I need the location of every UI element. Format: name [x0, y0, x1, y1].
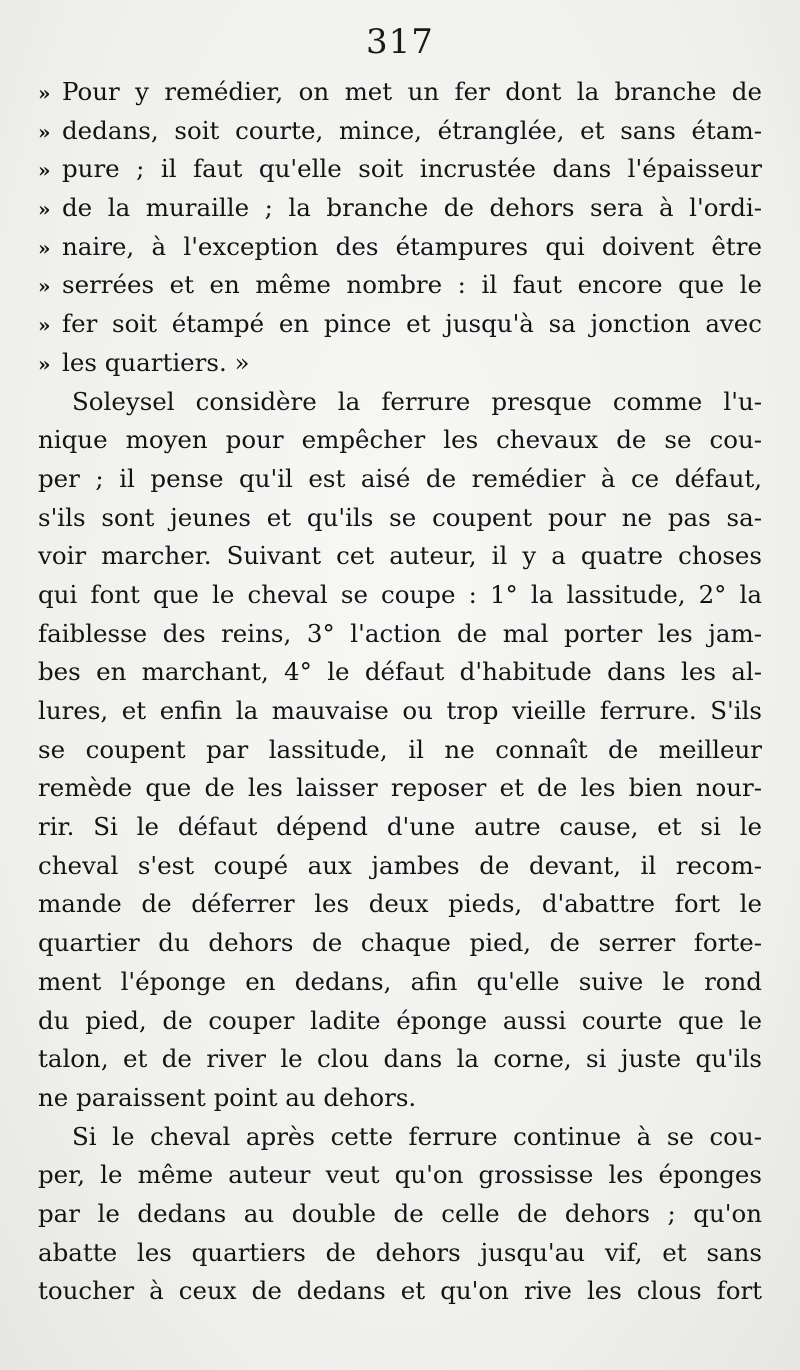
- text-line: voir marcher. Suivant cet auteur, il y a quatre choses: [38, 541, 762, 571]
- text-line: mande de déferrer les deux pieds, d'abattre fort le: [38, 889, 762, 919]
- text-line: du pied, de couper ladite éponge aussi courte que le: [38, 1005, 762, 1035]
- page-number: 317: [366, 22, 434, 62]
- text-line: ment l'éponge en dedans, afin qu'elle suive le rond: [38, 966, 762, 996]
- text-line: cheval s'est coupé aux jambes de devant, il recom-: [38, 850, 762, 880]
- quote-line: » naire, à l'exception des étampures qui doivent être: [38, 228, 762, 267]
- text-line: quartier du dehors de chaque pied, de serrer forte-: [38, 928, 762, 958]
- text-line: abatte les quartiers de dehors jusqu'au vif, et sans: [38, 1237, 762, 1267]
- quote-mark: »: [38, 274, 51, 299]
- page-body: [38, 73, 762, 1311]
- text-line: ne paraissent point au dehors.: [38, 1082, 417, 1112]
- quote-mark: »: [38, 119, 51, 144]
- text-line: rir. Si le défaut dépend d'une autre cause, et si le: [38, 812, 762, 842]
- text-line: Si le cheval après cette ferrure continue à se cou-: [72, 1121, 762, 1151]
- quote-mark: »: [38, 235, 51, 260]
- text-line: talon, et de river le clou dans la corne, si juste qu'ils: [38, 1044, 762, 1074]
- text-line: s'ils sont jeunes et qu'ils se coupent pour ne pas sa-: [38, 502, 762, 532]
- text-line: faiblesse des reins, 3° l'action de mal porter les jam-: [38, 618, 762, 648]
- text-line: per ; il pense qu'il est aisé de remédier à ce défaut,: [38, 463, 762, 493]
- quote-mark: »: [38, 81, 51, 105]
- text-line: nique moyen pour empêcher les chevaux de se cou-: [38, 425, 762, 455]
- paragraph-soleysel: [38, 383, 762, 1118]
- quote-line: » de la muraille ; la branche de dehors sera à l'ordi-: [38, 189, 762, 228]
- text-line: bes en marchant, 4° le défaut d'habitude dans les al-: [38, 657, 762, 687]
- text-line: Soleysel considère la ferrure presque comme l'u-: [72, 386, 762, 416]
- text-line: se coupent par lassitude, il ne connaît de meilleur: [38, 734, 762, 764]
- quote-mark: »: [38, 197, 51, 222]
- quote-line: » les quartiers. »: [38, 344, 762, 383]
- quote-mark: »: [38, 351, 51, 376]
- text-line: par le dedans au double de celle de dehors ; qu'on: [38, 1198, 762, 1228]
- quote-line: » serrées et en même nombre : il faut encore que le: [38, 266, 762, 305]
- text-line: toucher à ceux de dedans et qu'on rive les clous fort: [38, 1276, 762, 1306]
- text-line: per, le même auteur veut qu'on grossisse les éponges: [38, 1160, 762, 1190]
- quote-line: » Pour y remédier, on met un fer dont la branche de: [38, 73, 762, 112]
- quoted-passage: [38, 73, 762, 383]
- quote-mark: »: [38, 313, 51, 338]
- text-line: qui font que le cheval se coupe : 1° la lassitude, 2° la: [38, 579, 762, 609]
- quote-line: » fer soit étampé en pince et jusqu'à sa jonction avec: [38, 305, 762, 344]
- text-line: remède que de les laisser reposer et de les bien nour-: [38, 773, 762, 803]
- quote-line: » dedans, soit courte, mince, étranglée, et sans étam-: [38, 112, 762, 151]
- paragraph-second-shoeing: [38, 1118, 762, 1311]
- quote-mark: »: [38, 158, 51, 183]
- text-line: lures, et enfin la mauvaise ou trop vieille ferrure. S'ils: [38, 696, 762, 725]
- quote-line: » pure ; il faut qu'elle soit incrustée dans l'épaisseur: [38, 150, 762, 189]
